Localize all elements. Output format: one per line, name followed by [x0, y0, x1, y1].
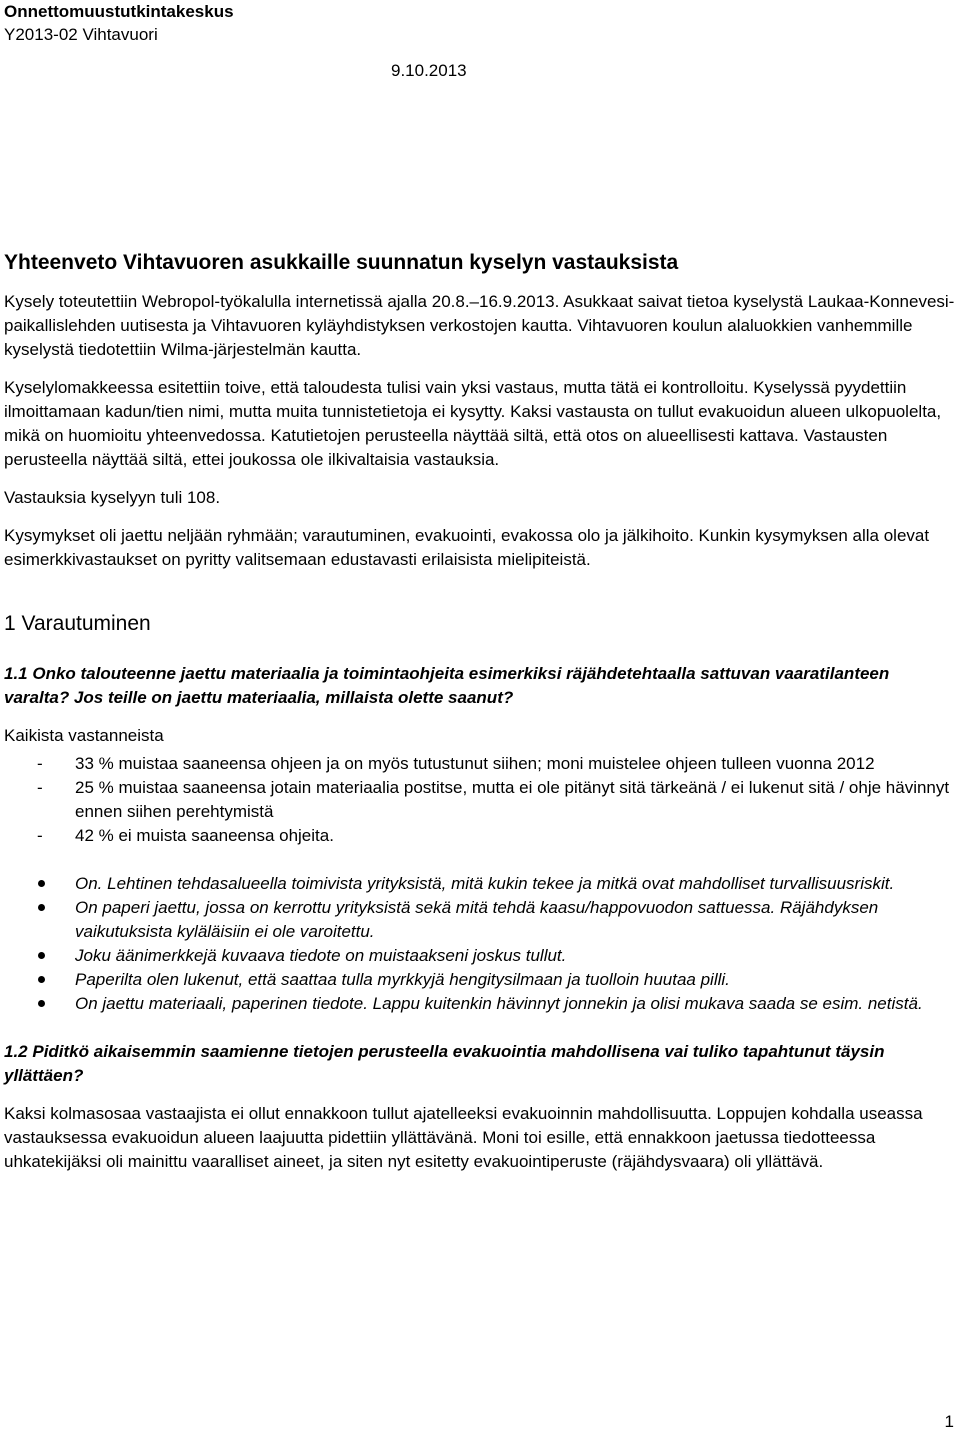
quote-text: Paperilta olen lukenut, että saattaa tulla myrkkyjä hengitysilmaan ja tuolloin huutaa pilli. — [75, 970, 730, 989]
stat-text: 25 % muistaa saaneensa jotain materiaalia postitse, mutta ei ole pitänyt sitä tärkeänä / ei lukenut sitä / ohje hävinnyt ennen siihen perehtymistä — [75, 778, 950, 821]
stat-text: 33 % muistaa saaneensa ohjeen ja on myös tutustunut siihen; moni muistelee ohjeen tulleen vuonna 2012 — [75, 754, 875, 773]
list-item — [4, 896, 956, 944]
section-heading-preparedness: 1 Varautuminen — [4, 612, 151, 635]
dash-marker: - — [37, 778, 43, 797]
stat-text: 42 % ei muista saaneensa ohjeita. — [75, 826, 334, 845]
bullet-icon — [38, 904, 45, 911]
dash-marker: - — [37, 754, 43, 773]
list-item — [4, 776, 956, 824]
quote-text: On paperi jaettu, jossa on kerrottu yrityksistä sekä mitä tehdä kaasu/happovuodon sattuessa. Räjähdyksen vaikutuksista kyläläisiin ei ole varoitettu. — [75, 898, 879, 941]
bullet-icon — [38, 952, 45, 959]
bullet-icon — [38, 880, 45, 887]
dash-marker: - — [37, 826, 43, 845]
question-1-2: 1.2 Piditkö aikaisemmin saamienne tietojen perusteella evakuointia mahdollisena vai tuliko tapahtunut täysin yllättäen? — [4, 1042, 885, 1085]
document-page — [4, 0, 956, 1174]
intro-paragraph-form: Kyselylomakkeessa esitettiin toive, että taloudesta tulisi vain yksi vastaus, mutta tätä ei kontrolloitu. Kyselyssä pyydettiin ilmoittamaan kadun/tien nimi, mutta muita tunnistetietoja ei kysytty. Kaksi vastausta on tullut evakuoidun alueen ulkopuolelta, mikä on huomioitu yhteenvedossa. Katutietojen perusteella näyttää siltä, että otos on alueellisesti kattava. Vastausten perusteella näyttää siltä, ettei joukossa ole ilkivaltaisia vastauksia. — [4, 378, 942, 469]
document-date: 9.10.2013 — [391, 61, 467, 80]
bullet-icon — [38, 1000, 45, 1007]
case-id: Y2013-02 Vihtavuori — [4, 25, 158, 44]
intro-paragraph-groups: Kysymykset oli jaettu neljään ryhmään; varautuminen, evakuointi, evakossa olo ja jälkihoito. Kunkin kysymyksen alla olevat esimerkkivastaukset on pyritty valitsemaan edustavasti erilaisista mielipiteistä. — [4, 526, 930, 569]
intro-paragraph-method: Kysely toteutettiin Webropol-työkalulla internetissä ajalla 20.8.–16.9.2013. Asukkaat saivat tietoa kyselystä Laukaa-Konnevesi-paikallislehden uutisesta ja Vihtavuoren kyläyhdistyksen verkostojen kautta. Vihtavuoren koulun alaluokkien vanhemmille kyselystä tiedotettiin Wilma-järjestelmän kautta. — [4, 292, 955, 359]
list-item — [4, 992, 956, 1016]
bullet-icon — [38, 976, 45, 983]
quote-text: On jaettu materiaali, paperinen tiedote. Lappu kuitenkin hävinnyt jonnekin ja olisi mukava saada se esim. netistä. — [75, 994, 923, 1013]
list-item — [4, 824, 956, 848]
question-1-1: 1.1 Onko talouteenne jaettu materiaalia ja toimintaohjeita esimerkiksi räjähdetehtaalla sattuvan vaaratilanteen varalta? Jos teille on jaettu materiaalia, millaista olette saanut? — [4, 664, 890, 707]
document-title: Yhteenveto Vihtavuoren asukkaille suunnatun kyselyn vastauksista — [4, 251, 679, 274]
list-item — [4, 752, 956, 776]
list-item — [4, 968, 956, 992]
answer-1-2: Kaksi kolmasosaa vastaajista ei ollut ennakkoon tullut ajatelleeksi evakuoinnin mahdollisuutta. Loppujen kohdalla useassa vastauksessa evakuoidun alueen laajuutta pidettiin yllättävänä. Moni toi esille, että ennakkoon jaetussa tiedotteessa uhkatekijäksi oli mainittu vaaralliset aineet, ja siten nyt esitetty evakuointiperuste (räjähdysvaara) oli yllättävä. — [4, 1104, 923, 1171]
quote-text: Joku äänimerkkejä kuvaava tiedote on muistaakseni joskus tullut. — [75, 946, 567, 965]
answers-heading: Kaikista vastanneista — [4, 726, 164, 745]
quote-text: On. Lehtinen tehdasalueella toimivista yrityksistä, mitä kukin tekee ja mitkä ovat mahdolliset turvallisuusriskit. — [75, 874, 895, 893]
organization-name: Onnettomuustutkintakeskus — [4, 2, 234, 21]
quotes-list — [4, 872, 956, 1016]
list-item — [4, 944, 956, 968]
page-number: 1 — [944, 1412, 954, 1431]
list-item — [4, 872, 956, 896]
stats-list — [4, 752, 956, 848]
intro-paragraph-count: Vastauksia kyselyyn tuli 108. — [4, 488, 221, 507]
